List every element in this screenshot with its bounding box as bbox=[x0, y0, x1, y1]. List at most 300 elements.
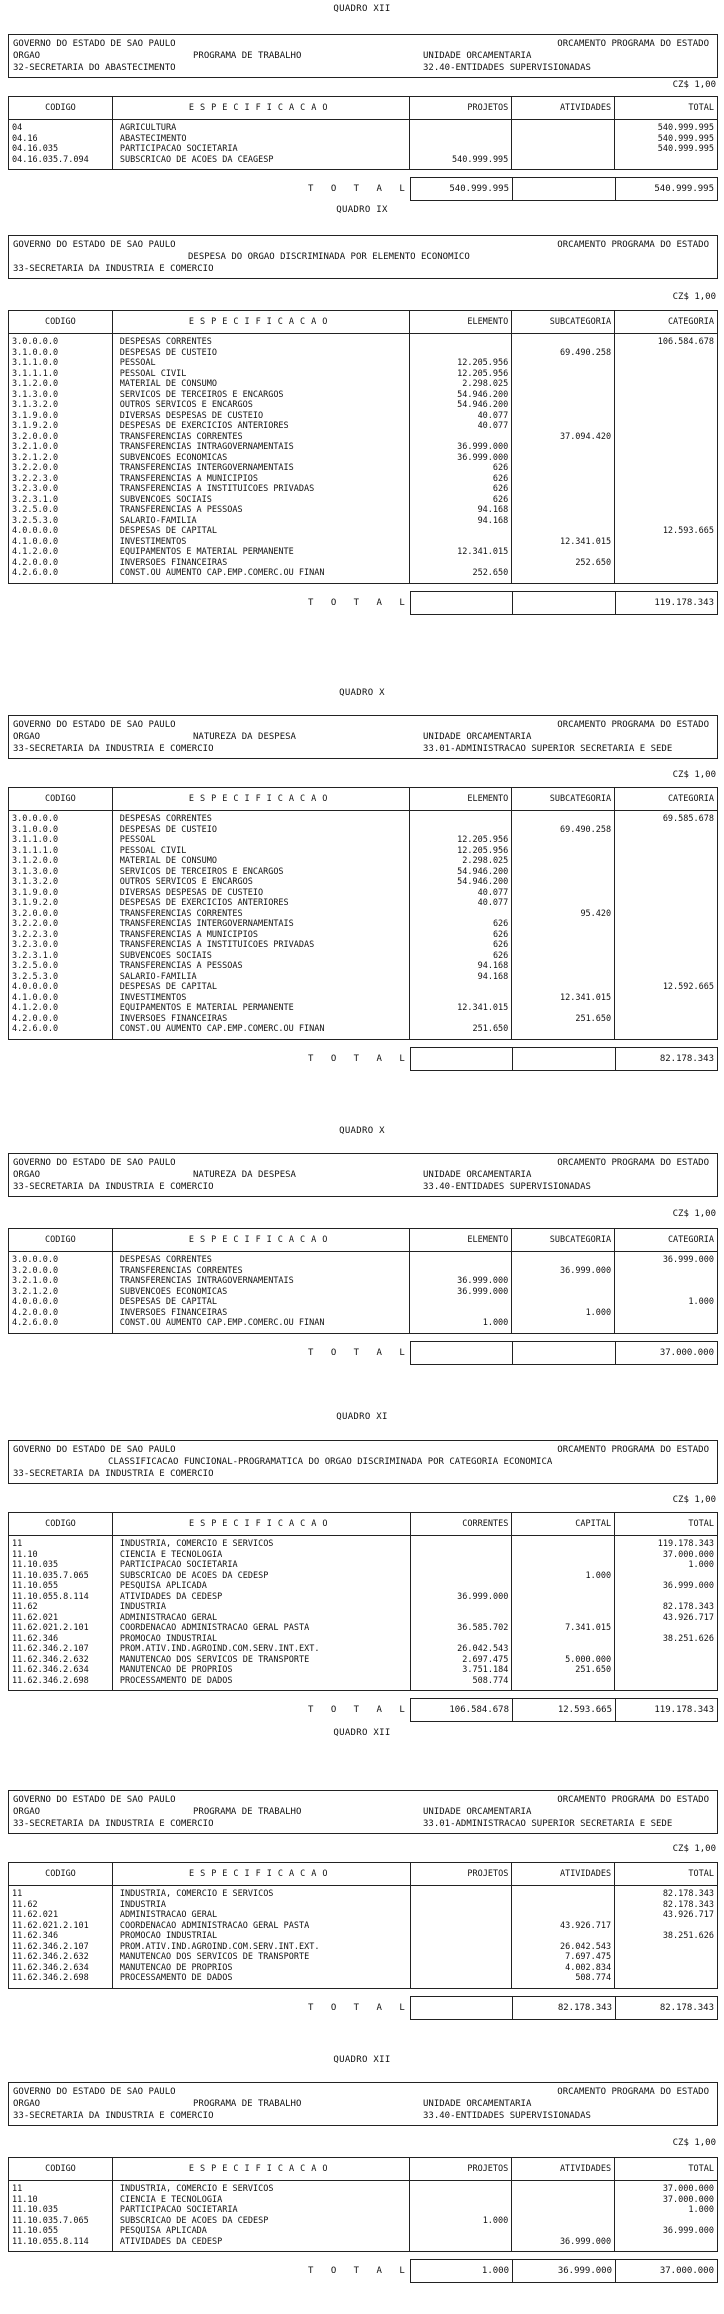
value-cell bbox=[615, 1318, 718, 1333]
value-cell: 82.178.343 bbox=[615, 1900, 718, 1911]
value-cell bbox=[410, 1266, 512, 1277]
codigo-cell: 3.1.3.0.0 bbox=[9, 867, 113, 878]
codigo-cell: 4.2.0.0.0 bbox=[9, 558, 113, 569]
orgao-label: ORGAO bbox=[13, 2099, 41, 2109]
especificacao-cell: TRANSFERENCIAS A INSTITUICOES PRIVADAS bbox=[112, 484, 410, 495]
value-cell bbox=[615, 400, 718, 411]
codigo-cell: 3.2.2.3.0 bbox=[9, 474, 113, 485]
codigo-cell: 3.1.0.0.0 bbox=[9, 348, 113, 359]
table-row bbox=[9, 1581, 718, 1592]
value-cell bbox=[512, 1634, 615, 1645]
especificacao-cell: DESPESAS DE EXERCICIOS ANTERIORES bbox=[112, 898, 410, 909]
table-row bbox=[9, 888, 718, 899]
codigo-cell: 3.0.0.0.0 bbox=[9, 811, 113, 825]
orgao-value: 33-SECRETARIA DA INDUSTRIA E COMERCIO bbox=[13, 1469, 214, 1479]
especificacao-cell: INVERSOES FINANCEIRAS bbox=[112, 1308, 410, 1319]
table-row bbox=[9, 463, 718, 474]
header-box bbox=[8, 235, 718, 279]
value-cell bbox=[410, 1613, 512, 1624]
codigo-cell: 3.2.0.0.0 bbox=[9, 432, 113, 443]
table-row bbox=[9, 421, 718, 432]
total-value: 12.593.665 bbox=[512, 1698, 616, 1722]
table-row bbox=[9, 940, 718, 951]
total-value bbox=[410, 1341, 513, 1365]
total-value: 540.999.995 bbox=[615, 177, 718, 201]
value-cell bbox=[615, 1921, 718, 1932]
especificacao-cell: CIENCIA E TECNOLOGIA bbox=[112, 1550, 410, 1561]
table-row bbox=[9, 951, 718, 962]
value-cell bbox=[615, 1592, 718, 1603]
especificacao-cell: DESPESAS CORRENTES bbox=[112, 811, 410, 825]
column-header-especificacao: ESPECIFICACAO bbox=[112, 1229, 410, 1252]
value-cell bbox=[512, 134, 615, 145]
table-row bbox=[9, 1634, 718, 1645]
value-cell: 626 bbox=[410, 484, 512, 495]
especificacao-cell: TRANSFERENCIAS INTRAGOVERNAMENTAIS bbox=[112, 442, 410, 453]
value-cell: 82.178.343 bbox=[615, 1886, 718, 1900]
table-row bbox=[9, 856, 718, 867]
total-value: 119.178.343 bbox=[615, 1698, 718, 1722]
value-cell bbox=[615, 898, 718, 909]
especificacao-cell: TRANSFERENCIAS INTERGOVERNAMENTAIS bbox=[112, 919, 410, 930]
column-header-atividades: ATIVIDADES bbox=[512, 2158, 615, 2181]
currency-unit: CZ$ 1,00 bbox=[672, 2138, 716, 2148]
table-row bbox=[9, 1973, 718, 1988]
value-cell: 36.999.000 bbox=[410, 1287, 512, 1298]
unidade-label: UNIDADE ORCAMENTARIA bbox=[423, 732, 532, 742]
value-cell: 36.585.702 bbox=[410, 1623, 512, 1634]
budget-table bbox=[8, 787, 718, 1040]
codigo-cell: 11 bbox=[9, 1536, 113, 1550]
codigo-cell: 3.2.5.3.0 bbox=[9, 516, 113, 527]
value-cell bbox=[512, 1676, 615, 1691]
table-row bbox=[9, 961, 718, 972]
table-row bbox=[9, 516, 718, 527]
value-cell: 626 bbox=[410, 495, 512, 506]
value-cell: 54.946.200 bbox=[410, 867, 512, 878]
especificacao-cell: ADMINISTRACAO GERAL bbox=[112, 1910, 410, 1921]
orgao-label: ORGAO bbox=[13, 51, 41, 61]
especificacao-cell: MANUTENCAO DE PROPRIOS bbox=[112, 1963, 410, 1974]
value-cell bbox=[512, 1644, 615, 1655]
orcamento-label: ORCAMENTO PROGRAMA DO ESTADO bbox=[557, 39, 709, 49]
unidade-value: 33.01-ADMINISTRACAO SUPERIOR SECRETARIA E SEDE bbox=[423, 744, 673, 754]
table-header-row bbox=[9, 788, 718, 811]
value-cell bbox=[512, 1550, 615, 1561]
value-cell bbox=[410, 526, 512, 537]
government-label: GOVERNO DO ESTADO DE SAO PAULO bbox=[13, 2087, 176, 2097]
value-cell bbox=[512, 867, 615, 878]
table-row bbox=[9, 442, 718, 453]
codigo-cell: 4.0.0.0.0 bbox=[9, 982, 113, 993]
total-row bbox=[8, 1341, 718, 1365]
value-cell bbox=[615, 888, 718, 899]
table-row bbox=[9, 134, 718, 145]
codigo-cell: 11.62.021 bbox=[9, 1613, 113, 1624]
value-cell: 7.697.475 bbox=[512, 1952, 615, 1963]
value-cell bbox=[410, 1550, 512, 1561]
budget-table bbox=[8, 310, 718, 584]
column-header-elemento: ELEMENTO bbox=[410, 788, 512, 811]
table-row bbox=[9, 411, 718, 422]
table-row bbox=[9, 505, 718, 516]
value-cell bbox=[615, 972, 718, 983]
header-box bbox=[8, 715, 718, 759]
table-row bbox=[9, 432, 718, 443]
total-value: 37.000.000 bbox=[615, 2259, 718, 2283]
value-cell bbox=[410, 1942, 512, 1953]
table-row bbox=[9, 867, 718, 878]
especificacao-cell: INVESTIMENTOS bbox=[112, 537, 410, 548]
total-label: T O T A L bbox=[308, 184, 411, 194]
total-value bbox=[512, 177, 616, 201]
value-cell bbox=[410, 1571, 512, 1582]
especificacao-cell: DESPESAS DE CUSTEIO bbox=[112, 825, 410, 836]
codigo-cell: 11.62.346.2.632 bbox=[9, 1952, 113, 1963]
value-cell bbox=[615, 390, 718, 401]
total-label: T O T A L bbox=[308, 1053, 411, 1064]
value-cell: 54.946.200 bbox=[410, 390, 512, 401]
value-cell: 36.999.000 bbox=[615, 1252, 718, 1266]
value-cell bbox=[615, 961, 718, 972]
value-cell bbox=[410, 120, 512, 134]
column-header-elemento: ELEMENTO bbox=[410, 311, 512, 334]
value-cell bbox=[615, 348, 718, 359]
especificacao-cell: PESSOAL CIVIL bbox=[112, 846, 410, 857]
government-label: GOVERNO DO ESTADO DE SAO PAULO bbox=[13, 1158, 176, 1168]
value-cell bbox=[615, 825, 718, 836]
value-cell: 40.077 bbox=[410, 898, 512, 909]
table-row bbox=[9, 1655, 718, 1666]
value-cell bbox=[512, 1581, 615, 1592]
value-cell: 540.999.995 bbox=[410, 155, 512, 170]
unidade-value: 33.40-ENTIDADES SUPERVISIONADAS bbox=[423, 2111, 591, 2121]
value-cell: 508.774 bbox=[410, 1676, 512, 1691]
value-cell: 12.205.956 bbox=[410, 846, 512, 857]
table-header-row bbox=[9, 311, 718, 334]
budget-table bbox=[8, 1862, 718, 1989]
total-value: 1.000 bbox=[410, 2259, 513, 2283]
orgao-value: 33-SECRETARIA DA INDUSTRIA E COMERCIO bbox=[13, 264, 214, 274]
value-cell: 43.926.717 bbox=[615, 1910, 718, 1921]
codigo-cell: 3.1.9.0.0 bbox=[9, 888, 113, 899]
value-cell bbox=[512, 334, 615, 348]
value-cell bbox=[410, 2205, 512, 2216]
value-cell: 36.999.000 bbox=[410, 1592, 512, 1603]
value-cell bbox=[512, 898, 615, 909]
report-subtitle: NATUREZA DA DESPESA bbox=[193, 732, 296, 742]
especificacao-cell: INVERSOES FINANCEIRAS bbox=[112, 558, 410, 569]
header-box bbox=[8, 2082, 718, 2126]
codigo-cell: 11.10.035 bbox=[9, 1560, 113, 1571]
value-cell: 2.298.025 bbox=[410, 379, 512, 390]
especificacao-cell: PROMOCAO INDUSTRIAL bbox=[112, 1634, 410, 1645]
value-cell bbox=[615, 856, 718, 867]
column-header-subcategoria: SUBCATEGORIA bbox=[512, 788, 615, 811]
especificacao-cell: MANUTENCAO DE PROPRIOS bbox=[112, 1665, 410, 1676]
value-cell: 12.205.956 bbox=[410, 369, 512, 380]
especificacao-cell: COORDENACAO ADMINISTRACAO GERAL PASTA bbox=[112, 1623, 410, 1634]
codigo-cell: 11.62.346.2.634 bbox=[9, 1963, 113, 1974]
column-header-codigo: CODIGO bbox=[9, 2158, 113, 2181]
value-cell bbox=[512, 547, 615, 558]
especificacao-cell: MATERIAL DE CONSUMO bbox=[112, 856, 410, 867]
codigo-cell: 4.0.0.0.0 bbox=[9, 526, 113, 537]
currency-unit: CZ$ 1,00 bbox=[672, 770, 716, 780]
total-label: T O T A L bbox=[308, 1347, 411, 1358]
value-cell bbox=[512, 474, 615, 485]
column-header-capital: CAPITAL bbox=[512, 1513, 615, 1536]
column-header-especificacao: ESPECIFICACAO bbox=[112, 1513, 410, 1536]
codigo-cell: 3.1.9.2.0 bbox=[9, 421, 113, 432]
value-cell bbox=[410, 334, 512, 348]
value-cell: 36.999.000 bbox=[410, 1276, 512, 1287]
codigo-cell: 3.1.3.2.0 bbox=[9, 877, 113, 888]
value-cell: 12.593.665 bbox=[615, 526, 718, 537]
table-row bbox=[9, 909, 718, 920]
value-cell: 12.341.015 bbox=[410, 547, 512, 558]
currency-unit: CZ$ 1,00 bbox=[672, 292, 716, 302]
value-cell bbox=[615, 537, 718, 548]
codigo-cell: 3.2.2.0.0 bbox=[9, 463, 113, 474]
total-row bbox=[8, 1996, 718, 2020]
codigo-cell: 4.2.6.0.0 bbox=[9, 1318, 113, 1333]
value-cell: 37.094.420 bbox=[512, 432, 615, 443]
table-row bbox=[9, 825, 718, 836]
value-cell bbox=[410, 1308, 512, 1319]
value-cell bbox=[512, 1592, 615, 1603]
total-value: 106.584.678 bbox=[410, 1698, 513, 1722]
codigo-cell: 3.1.1.0.0 bbox=[9, 358, 113, 369]
value-cell: 12.341.015 bbox=[512, 537, 615, 548]
especificacao-cell: PESQUISA APLICADA bbox=[112, 1581, 410, 1592]
value-cell: 43.926.717 bbox=[512, 1921, 615, 1932]
value-cell bbox=[410, 2237, 512, 2252]
government-label: GOVERNO DO ESTADO DE SAO PAULO bbox=[13, 240, 176, 250]
codigo-cell: 04.16.035 bbox=[9, 144, 113, 155]
value-cell bbox=[512, 1318, 615, 1333]
codigo-cell: 3.2.1.2.0 bbox=[9, 453, 113, 464]
especificacao-cell: SUBVENCOES ECONOMICAS bbox=[112, 453, 410, 464]
especificacao-cell: PARTICIPACAO SOCIETARIA bbox=[112, 1560, 410, 1571]
value-cell bbox=[410, 2195, 512, 2206]
value-cell bbox=[615, 1024, 718, 1039]
quadro-title: QUADRO XI bbox=[336, 1412, 388, 1422]
value-cell bbox=[615, 432, 718, 443]
value-cell bbox=[512, 835, 615, 846]
value-cell: 1.000 bbox=[410, 1318, 512, 1333]
value-cell bbox=[615, 1676, 718, 1691]
report-subtitle: CLASSIFICACAO FUNCIONAL-PROGRAMATICA DO ORGAO DISCRIMINADA POR CATEGORIA ECONOMICA bbox=[108, 1457, 553, 1467]
value-cell bbox=[512, 453, 615, 464]
value-cell bbox=[615, 1973, 718, 1988]
especificacao-cell: MANUTENCAO DOS SERVICOS DE TRANSPORTE bbox=[112, 1952, 410, 1963]
value-cell: 508.774 bbox=[512, 1973, 615, 1988]
value-cell bbox=[512, 2181, 615, 2195]
value-cell bbox=[512, 811, 615, 825]
orcamento-label: ORCAMENTO PROGRAMA DO ESTADO bbox=[557, 2087, 709, 2097]
especificacao-cell: SUBSCRICAO DE ACOES DA CEDESP bbox=[112, 2216, 410, 2227]
column-header-projetos: PROJETOS bbox=[410, 97, 512, 120]
especificacao-cell: TRANSFERENCIAS CORRENTES bbox=[112, 432, 410, 443]
total-value: 36.999.000 bbox=[512, 2259, 616, 2283]
especificacao-cell: PARTICIPACAO SOCIETARIA bbox=[112, 144, 410, 155]
table-row bbox=[9, 1886, 718, 1900]
column-header-especificacao: ESPECIFICACAO bbox=[112, 788, 410, 811]
value-cell bbox=[512, 442, 615, 453]
value-cell: 37.000.000 bbox=[615, 1550, 718, 1561]
column-header-total: TOTAL bbox=[615, 97, 718, 120]
especificacao-cell: DESPESAS DE CUSTEIO bbox=[112, 348, 410, 359]
especificacao-cell: ATIVIDADES DA CEDESP bbox=[112, 2237, 410, 2252]
value-cell bbox=[615, 505, 718, 516]
value-cell: 26.042.543 bbox=[512, 1942, 615, 1953]
currency-unit: CZ$ 1,00 bbox=[672, 80, 716, 90]
value-cell bbox=[512, 421, 615, 432]
table-row bbox=[9, 2216, 718, 2227]
report-subtitle: NATUREZA DA DESPESA bbox=[193, 1170, 296, 1180]
value-cell bbox=[410, 1536, 512, 1550]
codigo-cell: 11.62.346.2.107 bbox=[9, 1644, 113, 1655]
table-row bbox=[9, 558, 718, 569]
codigo-cell: 04.16.035.7.094 bbox=[9, 155, 113, 170]
codigo-cell: 4.2.6.0.0 bbox=[9, 1024, 113, 1039]
especificacao-cell: SUBSCRICAO DE ACOES DA CEDESP bbox=[112, 1571, 410, 1582]
codigo-cell: 11.62.346.2.632 bbox=[9, 1655, 113, 1666]
budget-table bbox=[8, 1512, 718, 1691]
total-value: 82.178.343 bbox=[512, 1996, 616, 2020]
codigo-cell: 4.1.2.0.0 bbox=[9, 1003, 113, 1014]
column-header-codigo: CODIGO bbox=[9, 1513, 113, 1536]
total-value bbox=[410, 1047, 513, 1071]
value-cell bbox=[512, 484, 615, 495]
codigo-cell: 3.2.0.0.0 bbox=[9, 1266, 113, 1277]
table-row bbox=[9, 972, 718, 983]
value-cell: 36.999.000 bbox=[512, 1266, 615, 1277]
table-row bbox=[9, 1252, 718, 1266]
especificacao-cell: DESPESAS CORRENTES bbox=[112, 1252, 410, 1266]
column-header-total: TOTAL bbox=[615, 2158, 718, 2181]
unidade-label: UNIDADE ORCAMENTARIA bbox=[423, 1170, 532, 1180]
total-label: T O T A L bbox=[308, 2266, 411, 2276]
codigo-cell: 4.2.6.0.0 bbox=[9, 568, 113, 583]
value-cell: 1.000 bbox=[615, 1560, 718, 1571]
column-header-categoria: CATEGORIA bbox=[615, 1229, 718, 1252]
budget-table bbox=[8, 2157, 718, 2252]
value-cell bbox=[512, 379, 615, 390]
value-cell: 626 bbox=[410, 951, 512, 962]
especificacao-cell: SERVICOS DE TERCEIROS E ENCARGOS bbox=[112, 390, 410, 401]
orgao-label: ORGAO bbox=[13, 1170, 41, 1180]
value-cell bbox=[615, 1308, 718, 1319]
value-cell bbox=[512, 1886, 615, 1900]
value-cell: 94.168 bbox=[410, 516, 512, 527]
especificacao-cell: INDUSTRIA, COMERCIO E SERVICOS bbox=[112, 1886, 410, 1900]
total-value bbox=[512, 1341, 616, 1365]
table-row bbox=[9, 495, 718, 506]
value-cell bbox=[512, 930, 615, 941]
unidade-value: 33.40-ENTIDADES SUPERVISIONADAS bbox=[423, 1182, 591, 1192]
value-cell bbox=[512, 1297, 615, 1308]
value-cell bbox=[615, 155, 718, 170]
column-header-subcategoria: SUBCATEGORIA bbox=[512, 311, 615, 334]
codigo-cell: 11.10 bbox=[9, 1550, 113, 1561]
column-header-especificacao: ESPECIFICACAO bbox=[112, 97, 410, 120]
value-cell bbox=[512, 1613, 615, 1624]
codigo-cell: 4.1.2.0.0 bbox=[9, 547, 113, 558]
table-row bbox=[9, 1592, 718, 1603]
codigo-cell: 3.1.9.2.0 bbox=[9, 898, 113, 909]
value-cell: 540.999.995 bbox=[615, 134, 718, 145]
total-row bbox=[8, 1047, 718, 1071]
especificacao-cell: CIENCIA E TECNOLOGIA bbox=[112, 2195, 410, 2206]
report-subtitle: DESPESA DO ORGAO DISCRIMINADA POR ELEMENTO ECONOMICO bbox=[188, 252, 470, 262]
value-cell: 40.077 bbox=[410, 888, 512, 899]
especificacao-cell: SUBVENCOES ECONOMICAS bbox=[112, 1287, 410, 1298]
value-cell: 54.946.200 bbox=[410, 400, 512, 411]
value-cell bbox=[615, 1014, 718, 1025]
unidade-value: 33.01-ADMINISTRACAO SUPERIOR SECRETARIA E SEDE bbox=[423, 1819, 673, 1829]
table-row bbox=[9, 919, 718, 930]
value-cell bbox=[512, 526, 615, 537]
especificacao-cell: SALARIO-FAMILIA bbox=[112, 516, 410, 527]
value-cell: 12.205.956 bbox=[410, 358, 512, 369]
value-cell bbox=[512, 495, 615, 506]
value-cell bbox=[410, 909, 512, 920]
value-cell: 251.650 bbox=[512, 1665, 615, 1676]
especificacao-cell: CONST.OU AUMENTO CAP.EMP.COMERC.OU FINAN bbox=[112, 1024, 410, 1039]
especificacao-cell: PARTICIPACAO SOCIETARIA bbox=[112, 2205, 410, 2216]
table-row bbox=[9, 1644, 718, 1655]
value-cell bbox=[512, 2216, 615, 2227]
codigo-cell: 04.16 bbox=[9, 134, 113, 145]
value-cell bbox=[615, 1942, 718, 1953]
table-row bbox=[9, 835, 718, 846]
value-cell bbox=[410, 1973, 512, 1988]
value-cell bbox=[512, 2195, 615, 2206]
value-cell: 106.584.678 bbox=[615, 334, 718, 348]
value-cell bbox=[615, 516, 718, 527]
value-cell bbox=[410, 1952, 512, 1963]
value-cell bbox=[512, 846, 615, 857]
table-row bbox=[9, 390, 718, 401]
codigo-cell: 3.1.3.0.0 bbox=[9, 390, 113, 401]
especificacao-cell: DESPESAS DE CAPITAL bbox=[112, 982, 410, 993]
codigo-cell: 4.1.0.0.0 bbox=[9, 993, 113, 1004]
codigo-cell: 04 bbox=[9, 120, 113, 134]
especificacao-cell: ABASTECIMENTO bbox=[112, 134, 410, 145]
table-row bbox=[9, 2205, 718, 2216]
value-cell bbox=[615, 940, 718, 951]
value-cell bbox=[512, 951, 615, 962]
unidade-value: 32.40-ENTIDADES SUPERVISIONADAS bbox=[423, 63, 591, 73]
quadro-title: QUADRO XII bbox=[333, 2055, 391, 2065]
value-cell bbox=[615, 919, 718, 930]
table-header-row bbox=[9, 2158, 718, 2181]
table-row bbox=[9, 1550, 718, 1561]
table-row bbox=[9, 1921, 718, 1932]
value-cell: 36.999.000 bbox=[410, 442, 512, 453]
value-cell bbox=[615, 867, 718, 878]
codigo-cell: 3.1.2.0.0 bbox=[9, 379, 113, 390]
especificacao-cell: EQUIPAMENTOS E MATERIAL PERMANENTE bbox=[112, 547, 410, 558]
especificacao-cell: INDUSTRIA bbox=[112, 1900, 410, 1911]
total-label: T O T A L bbox=[308, 597, 411, 608]
codigo-cell: 3.1.9.0.0 bbox=[9, 411, 113, 422]
value-cell bbox=[615, 1655, 718, 1666]
value-cell bbox=[615, 909, 718, 920]
value-cell bbox=[410, 432, 512, 443]
